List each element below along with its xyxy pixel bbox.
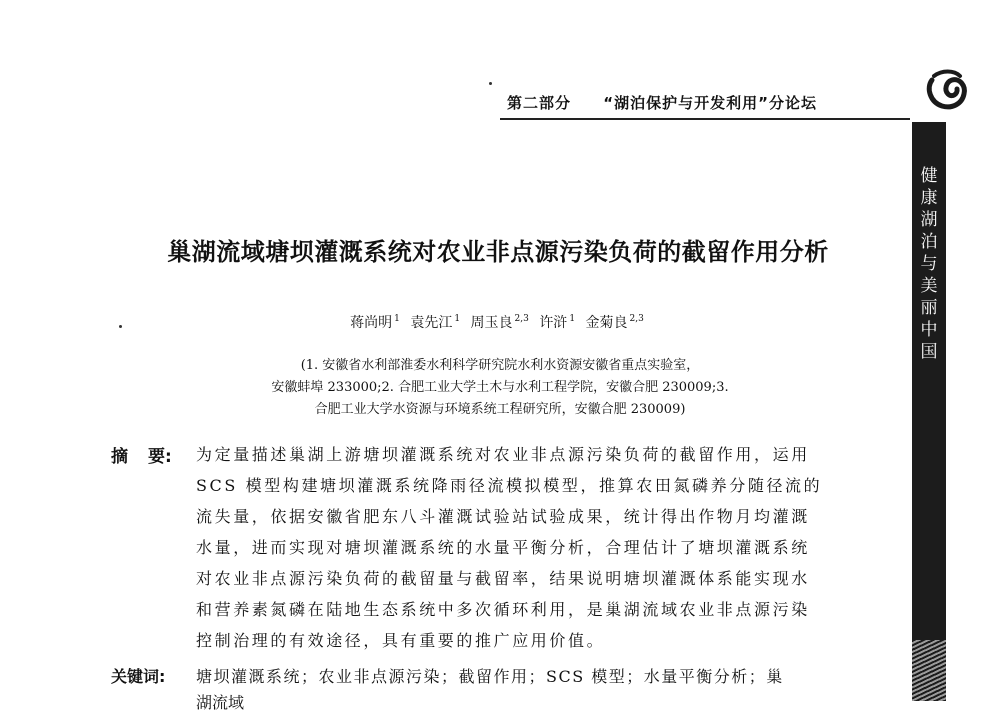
author-name: 许浒 [539,315,568,331]
section-label: 第二部分 [507,94,572,112]
affiliation-line: 安徽蚌埠 233000;2. 合肥工业大学土木与水利工程学院，安徽合肥 230009;3. [271,380,729,395]
abstract-label [111,442,172,467]
abstract-line: SCS 模型构建塘坝灌溉系统降雨径流模拟模型，推算农田氮磷养分随径流的 [196,476,823,495]
side-char: 国 [920,342,938,362]
abstract-line: 和营养素氮磷在陆地生态系统中多次循环利用，是巢湖流域农业非点源污染 [196,600,810,619]
author-affil-mark: 1 [454,314,461,324]
section-header [507,92,817,113]
paper-title-text: 巢湖流域塘坝灌溉系统对农业非点源污染负荷的截留作用分析 [167,238,829,266]
affiliation-line: 合肥工业大学水资源与环境系统工程研究所，安徽合肥 230009) [314,402,686,417]
abstract-line: 为定量描述巢湖上游塘坝灌溉系统对农业非点源污染负荷的截留作用，运用 [196,445,810,464]
author-affil-mark: 1 [394,314,400,324]
author-name: 金菊良 [585,315,628,331]
author-name: 蒋尚明 [350,315,393,331]
abstract-label-a: 摘 [111,447,128,467]
author-list [0,312,1000,332]
abstract-line: 流失量，依据安徽省肥东八斗灌溉试验站试验成果，统计得出作物月均灌溉 [196,507,810,526]
abstract-line: 对农业非点源污染负荷的截留量与截留率，结果说明塘坝灌溉体系能实现水 [196,569,810,588]
lake-logo-icon [922,66,972,116]
side-char: 健 [920,166,938,186]
speck [489,82,492,85]
affiliation-line: (1. 安徽省水利部淮委水利科学研究院水利水资源安徽省重点实验室， [300,358,700,373]
author-affil-mark: 2,3 [629,314,644,324]
keywords-line: 塘坝灌溉系统；农业非点源污染；截留作用；SCS 模型；水量平衡分析；巢 [196,667,784,686]
side-char: 泊 [920,232,938,252]
side-char: 康 [920,188,938,208]
author-affil-mark: 2,3 [514,314,529,324]
side-char: 美 [920,276,938,296]
author-name: 袁先江 [410,315,453,331]
abstract-line: 控制治理的有效途径，具有重要的推广应用价值。 [196,631,606,650]
author-affil-mark: 1 [569,314,576,324]
abstract-label-b: 要: [148,447,172,467]
author-name: 周玉良 [470,315,513,331]
paper-title [0,232,1000,267]
side-char: 湖 [920,210,938,230]
header-rule [500,118,910,120]
keywords-label: 关键词: [111,667,166,686]
side-char: 中 [920,320,938,340]
forum-label: “湖泊保护与开发利用”分论坛 [603,94,817,112]
side-char: 与 [920,254,938,274]
side-char: 丽 [920,298,938,318]
keywords-line-continued: 湖流域 [196,693,245,712]
side-band-fade [912,640,946,701]
abstract-line: 水量，进而实现对塘坝灌溉系统的水量平衡分析，合理估计了塘坝灌溉系统 [196,538,810,557]
